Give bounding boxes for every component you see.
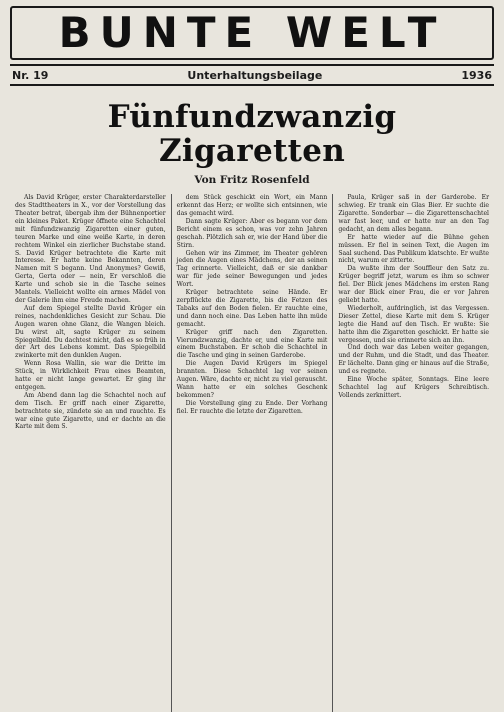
paragraph: Die Vorstellung ging zu Ende. Der Vorhang fiel. Er rauchte die letzte der Zigaretten. <box>176 399 328 415</box>
section-name: Unterhaltungsbeilage <box>187 68 323 82</box>
issue-number: Nr. 19 <box>12 68 49 82</box>
paragraph: Krüger griff nach den Zigaretten. Vierundzwanzig, dachte er, und eine Karte mit einem Buchstaben. Er schob die Schachtel in die Tasche und ging in seinen Garderobe. <box>176 328 328 360</box>
paragraph: Paula, Krüger saß in der Garderobe. Er schwieg. Er trank ein Glas Bier. Er suchte die Zigarette. Sonderbar — die Zigarettenschachtel war fast leer, und er hatte nur an den Tag gedacht, an dem alles begann. <box>338 194 490 233</box>
paragraph: Dann sagte Krüger: Aber es begann vor dem Bericht einem es schon, was vor zehn Jahren geschah. Plötzlich sah er, wie der Hand über die Stirn. <box>176 217 328 249</box>
paragraph: Wenn Rosa Wallin, sie war die Dritte im Stück, in Wirklichkeit Frau eines Beamten, hatte er nicht lange gewartet. Er ging ihr entgegen. <box>15 360 166 391</box>
masthead-title: BUNTE WELT <box>58 8 446 57</box>
paragraph: Wiederholt, aufdringlich, ist das Vergessen. Dieser Zettel, diese Karte mit dem S. Krüger legte die Hand auf den Tisch. Er wußte: Sie hatte ihm die Zigaretten geschickt. Er hatte sie vergessen, und sie erinnerte sich an ihn. <box>338 304 490 344</box>
paragraph: Als David Krüger, erster Charakterdarsteller des Stadttheaters in X., vor der Vorstellung das Theater betrat, übergab ihm der Bühnenportier ein kleines Paket. Krüger öffnete eine Schachtel mit fünfundzwanzig Zigaretten einer guten, teuren Marke und eine weiße Karte, in deren rechtem Winkel ein zierlicher Buchstabe stand. S. David Krüger betrachtete die Karte mit Interesse. Er hatte keine Bekannten, deren Namen mit S begann. Und Anonymes? Gewiß, Gerta, Gerta oder — nein, Er verschloß die Karte und schob sie in die Tasche seines Mantels. Vielleicht wollte ein armes Mädel von der Galerie ihm eine Freude machen. <box>15 194 166 304</box>
paragraph: Da wußte ihm der Souffleur den Satz zu. Krüger begriff jetzt, warum es ihm so schwer fiel. Der Blick jenes Mädchens im ersten Rang war der Blick einer Frau, die er vor Jahren geliebt hatte. <box>338 265 490 304</box>
text-column-3 <box>332 194 494 712</box>
text-column-1 <box>10 194 171 712</box>
paragraph: Am Abend dann lag die Schachtel noch auf dem Tisch. Er griff nach einer Zigarette, betrachtete sie, zündete sie an und rauchte. Es war eine gute Zigarette, und er dachte an die Karte mit dem S. <box>15 391 166 431</box>
paragraph: Auf dem Spiegel stellte David Krüger ein reines, nachdenkliches Gesicht zur Schau. Die Augen waren ohne Glanz, die Wangen bleich. Du wirst alt, sagte Krüger zu seinem Spiegelbild. Du dachtest nicht, daß es so früh in der Art des Lebens kommt. Das Spiegelbild zwinkerte mit den dunklen Augen. <box>15 304 166 360</box>
article-byline: Von Fritz Rosenfeld <box>194 174 310 187</box>
paragraph: Eine Woche später, Sonntags. Eine leere Schachtel lag auf Krügers Schreibtisch. Vollends zerknittert. <box>338 376 490 399</box>
paragraph: dem Stück geschickt ein Wort, ein Mann erkennt das Herz; er wollte sich entsinnen, wie das gemacht wird. <box>176 194 328 217</box>
issue-bar <box>10 64 494 86</box>
paragraph: Die Augen David Krügers im Spiegel brannten. Diese Schachtel lag vor seinen Augen. Wäre, dachte er, nicht zu viel gerauscht. Wann hatte er ein solches Geschenk bekommen? <box>176 360 328 399</box>
masthead <box>10 6 494 60</box>
paragraph: Und doch war das Leben weiter gegangen, und der Ruhm, und die Stadt, und das Theater. Er lächelte. Dann ging er hinaus auf die Straße, und es regnete. <box>338 344 490 376</box>
article-headline: Fünfundzwanzig Zigaretten <box>107 99 397 170</box>
paragraph: Krüger betrachtete seine Hände. Er zerpflückte die Zigarette, bis die Fetzen des Tabaks auf den Boden fielen. Er rauchte eine, und dann noch eine. Das Leben hatte ihn müde gemacht. <box>176 289 328 328</box>
paragraph: Gehen wir ins Zimmer, im Theater gehören jeden die Augen eines Mädchens, der an seinen Tag erinnerte. Vielleicht, daß er sie dankbar war für jede seiner Bewegungen und jedes Wort. <box>176 249 328 289</box>
issue-year: 1936 <box>461 68 492 82</box>
article-columns <box>10 194 494 712</box>
paragraph: Er hatte wieder auf die Bühne gehen müssen. Er fiel in seinen Text, die Augen im Saal suchend. Das Publikum klatschte. Er wußte nicht, warum er zitterte. <box>338 233 490 265</box>
text-column-2 <box>171 194 333 712</box>
